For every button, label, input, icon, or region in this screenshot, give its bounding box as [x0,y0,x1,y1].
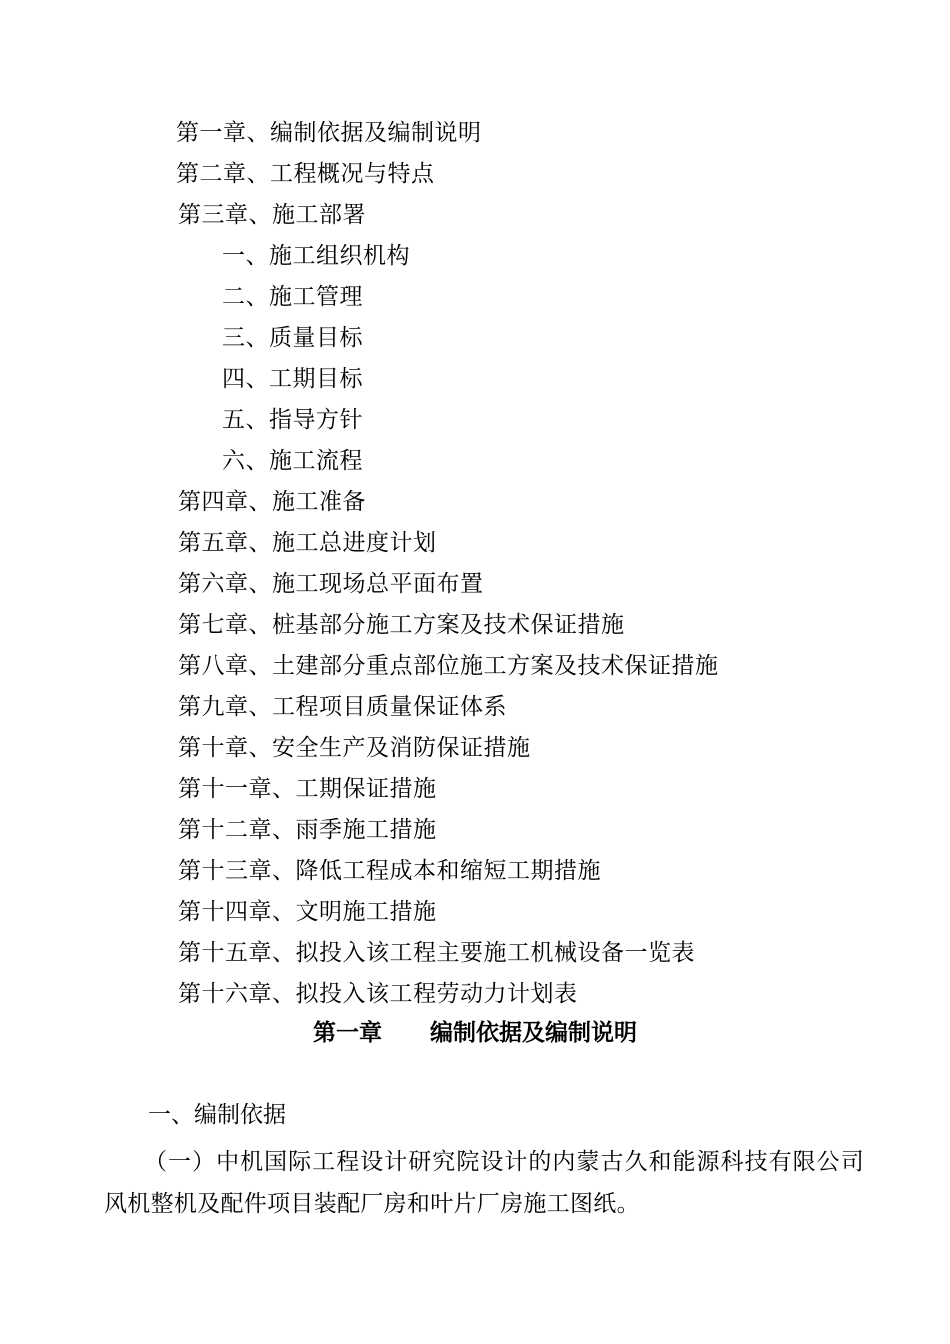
chapter-title: 编制依据及编制说明 [430,1020,637,1046]
body-paragraph: （一）中机国际工程设计研究院设计的内蒙古久和能源科技有限公司风机整机及配件项目装配厂房和叶片厂房施工图纸。 [104,1149,864,1217]
toc-chapter-9: 第九章、工程项目质量保证体系 [178,694,507,720]
toc-chapter-2: 第二章、工程概况与特点 [176,161,435,187]
toc-subsection-1: 一、施工组织机构 [222,243,410,269]
toc-subsection-2: 二、施工管理 [222,284,363,310]
toc-chapter-15: 第十五章、拟投入该工程主要施工机械设备一览表 [178,940,695,966]
chapter-number: 第一章 [313,1020,382,1046]
toc-chapter-16: 第十六章、拟投入该工程劳动力计划表 [178,981,578,1007]
toc-subsection-3: 三、质量目标 [222,325,363,351]
toc-chapter-11: 第十一章、工期保证措施 [178,776,437,802]
toc-subsection-6: 六、施工流程 [222,448,363,474]
toc-subsection-5: 五、指导方针 [222,407,363,433]
toc-subsection-4: 四、工期目标 [222,366,363,392]
section-title: 一、编制依据 [148,1102,286,1128]
toc-chapter-12: 第十二章、雨季施工措施 [178,817,437,843]
toc-chapter-4: 第四章、施工准备 [178,489,366,515]
toc-chapter-14: 第十四章、文明施工措施 [178,899,437,925]
toc-chapter-8: 第八章、土建部分重点部位施工方案及技术保证措施 [178,653,719,679]
toc-chapter-5: 第五章、施工总进度计划 [178,530,437,556]
toc-chapter-3: 第三章、施工部署 [178,202,366,228]
toc-chapter-1: 第一章、编制依据及编制说明 [176,120,482,146]
chapter-heading [0,1018,950,1048]
toc-chapter-10: 第十章、安全生产及消防保证措施 [178,735,531,761]
toc-chapter-6: 第六章、施工现场总平面布置 [178,571,484,597]
toc-chapter-13: 第十三章、降低工程成本和缩短工期措施 [178,858,601,884]
toc-chapter-7: 第七章、桩基部分施工方案及技术保证措施 [178,612,625,638]
